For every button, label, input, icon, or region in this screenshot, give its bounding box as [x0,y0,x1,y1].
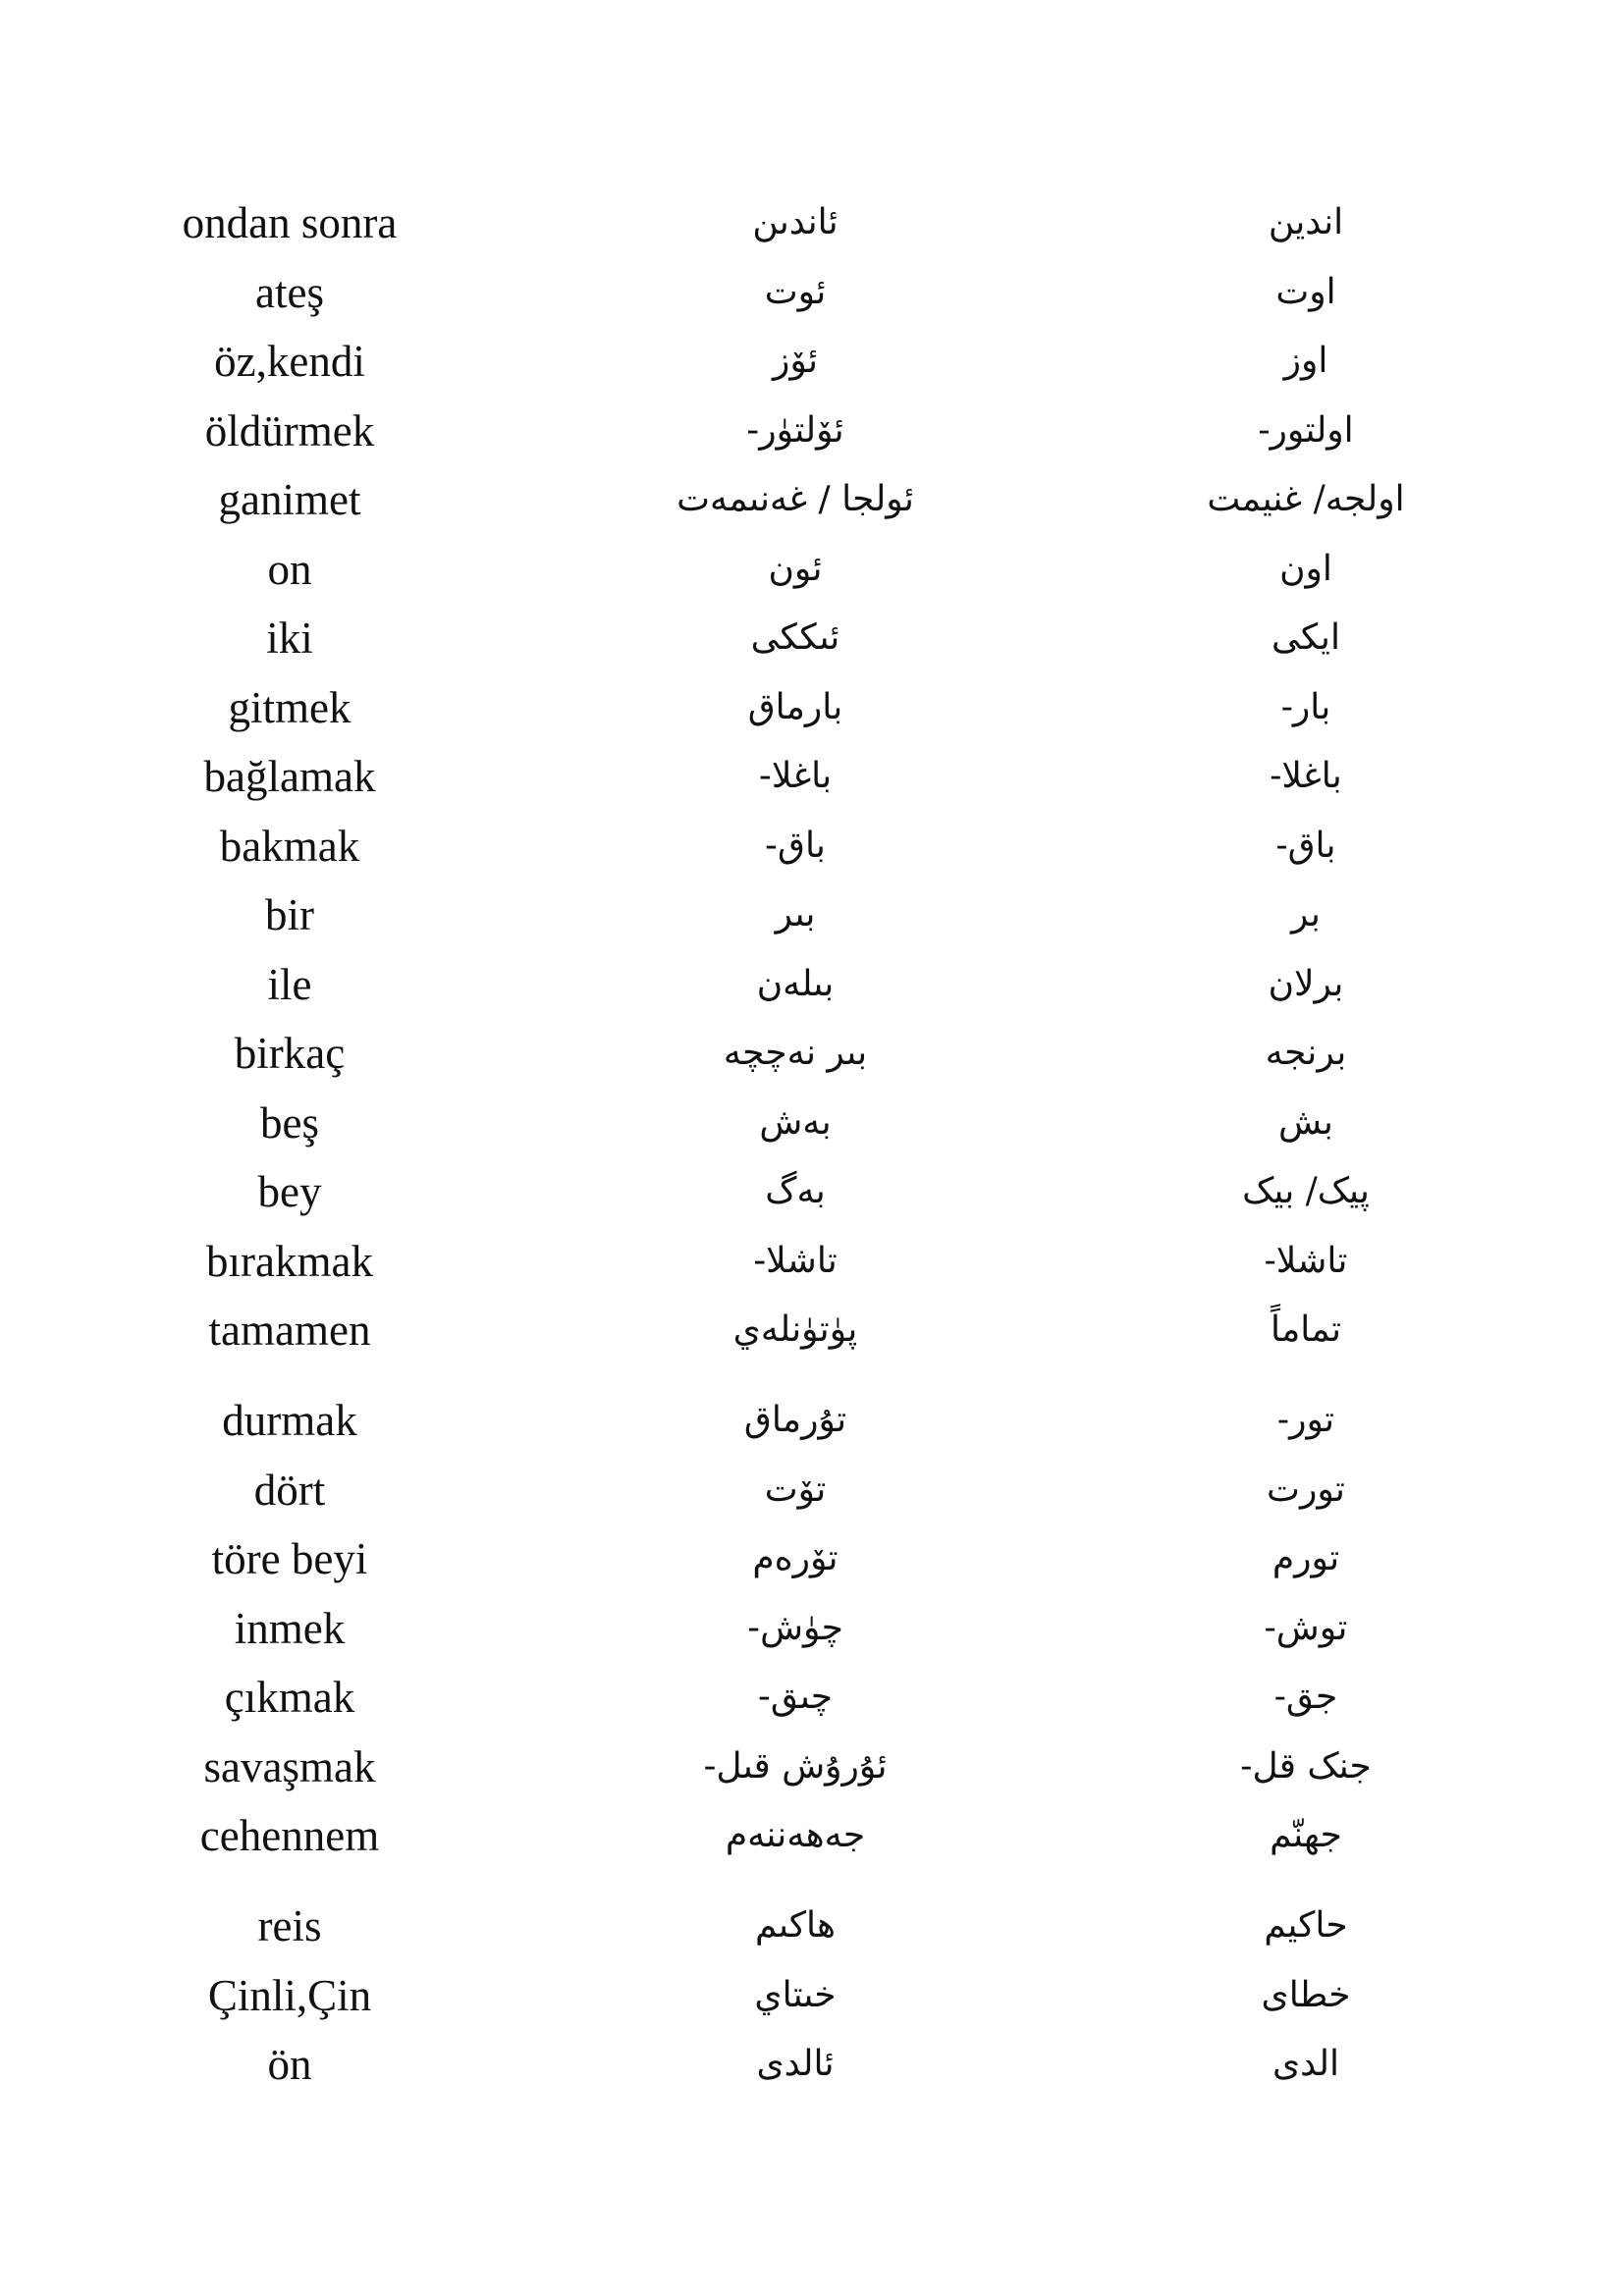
chagatai-term: پيک/ بيک [1242,1171,1370,1211]
chagatai-term: اون [1279,548,1332,589]
turkish-term: ondan sonra [182,198,398,247]
turkish-term: beş [260,1097,319,1148]
chagatai-term: تورم [1271,1538,1340,1578]
turkish-term: Çinli,Çin [207,1970,372,2020]
turkish-term: durmak [222,1396,357,1445]
chagatai-term: تور- [1276,1400,1335,1440]
glossary-row [0,1801,1623,1892]
glossary-row [0,1892,1623,1961]
glossary-row [0,327,1623,397]
glossary-row [0,604,1623,673]
chagatai-term: اندين [1268,202,1344,242]
chagatai-term: اوز [1283,341,1328,381]
glossary-row [0,397,1623,466]
chagatai-term: بش [1278,1101,1333,1143]
glossary-row [0,1157,1623,1227]
uyghur-term: بىلەن [756,963,835,1004]
turkish-term: bırakmak [206,1236,373,1286]
uyghur-term: ھاكىم [755,1905,836,1946]
glossary-row [0,1227,1623,1297]
turkish-term: inmek [234,1603,346,1653]
turkish-term: ön [267,2040,312,2089]
chagatai-term: ايكى [1271,617,1340,658]
chagatai-term: تاشلا- [1264,1240,1348,1281]
uyghur-term: بارماق [747,686,843,727]
uyghur-term: ئۇرۇش قىل- [703,1745,888,1787]
turkish-term: bey [257,1167,322,1216]
uyghur-term: ئولجا / غەنىمەت [676,479,914,519]
chagatai-term: باق- [1275,825,1336,866]
turkish-term: öldürmek [204,405,375,455]
turkish-term: ateş [255,267,324,317]
glossary-row [0,1663,1623,1733]
chagatai-term: تماماً [1270,1309,1342,1350]
glossary-row [0,2030,1623,2100]
turkish-term: bakmak [219,821,360,871]
chagatai-term: بر [1291,894,1321,934]
glossary-row [0,1594,1623,1664]
glossary-row [0,1524,1623,1594]
turkish-term: bir [265,890,314,939]
uyghur-term: بەگ [765,1171,826,1211]
chagatai-term: تورت [1267,1468,1345,1510]
turkish-term: iki [266,614,313,663]
turkish-term: dört [253,1465,326,1515]
glossary-row [0,1961,1623,2031]
glossary-row [0,1386,1623,1456]
uyghur-term: چىق- [757,1677,834,1717]
glossary-row [0,1296,1623,1386]
glossary-row [0,1456,1623,1525]
uyghur-term: تۆرەم [752,1538,839,1578]
uyghur-term: خىتاي [754,1974,837,2015]
glossary-row [0,1019,1623,1089]
chagatai-term: اولجه/ غنيمت [1207,479,1405,519]
uyghur-term: ئاندىن [752,202,839,242]
glossary-list [0,188,1623,2100]
glossary-row [0,1089,1623,1158]
uyghur-term: تۆت [764,1468,827,1510]
chagatai-term: جهنّم [1270,1815,1342,1855]
glossary-row [0,742,1623,812]
turkish-term: çıkmak [224,1673,355,1722]
uyghur-term: باق- [765,825,826,866]
uyghur-term: ئوت [764,271,827,312]
uyghur-term: تاشلا- [753,1240,838,1281]
glossary-row [0,881,1623,950]
uyghur-term: تۇرماق [743,1400,847,1440]
glossary-row [0,465,1623,535]
glossary-row [0,673,1623,743]
turkish-term: öz,kendi [214,337,365,386]
chagatai-term: حاكيم [1264,1905,1348,1946]
chagatai-term: برلان [1268,963,1344,1004]
uyghur-term: چۈش- [747,1607,843,1648]
uyghur-term: ئىككى [750,617,840,658]
glossary-row [0,188,1623,258]
uyghur-term: بىر نەچچە [723,1033,868,1073]
turkish-term: savaşmak [203,1741,376,1791]
turkish-term: on [267,544,312,594]
uyghur-term: ئون [768,548,823,589]
uyghur-term: باغلا- [758,756,833,796]
chagatai-term: جنک قل- [1240,1745,1372,1787]
chagatai-term: برنجه [1265,1033,1347,1073]
turkish-term: birkaç [234,1029,346,1078]
chagatai-term: بار- [1280,686,1331,727]
turkish-term: gitmek [228,682,352,732]
uyghur-term: ئۆلتۈر- [746,409,844,451]
chagatai-term: توش- [1264,1607,1348,1648]
uyghur-term: جەھەننەم [725,1815,866,1855]
glossary-row [0,950,1623,1020]
chagatai-term: باغلا- [1270,756,1342,796]
turkish-term: töre beyi [211,1534,368,1583]
glossary-row [0,812,1623,881]
uyghur-term: بىر [775,894,816,934]
turkish-term: bağlamak [203,752,376,801]
turkish-term: ganimet [218,475,361,524]
turkish-term: tamamen [208,1306,371,1355]
glossary-row [0,1733,1623,1802]
chagatai-term: اولتور- [1258,409,1354,451]
chagatai-term: خطاى [1261,1974,1351,2015]
chagatai-term: الدى [1271,2044,1340,2084]
chagatai-term: اوت [1275,271,1336,312]
uyghur-term: ئۆز [772,341,818,381]
turkish-term: cehennem [199,1811,380,1860]
uyghur-term: پۈتۈنلەي [732,1309,858,1350]
glossary-row [0,535,1623,605]
chagatai-term: جق- [1273,1677,1338,1717]
glossary-row [0,258,1623,328]
uyghur-term: ئالدى [756,2044,835,2084]
uyghur-term: بەش [759,1101,832,1143]
turkish-term: ile [267,959,312,1009]
turkish-term: reis [257,1901,322,1950]
